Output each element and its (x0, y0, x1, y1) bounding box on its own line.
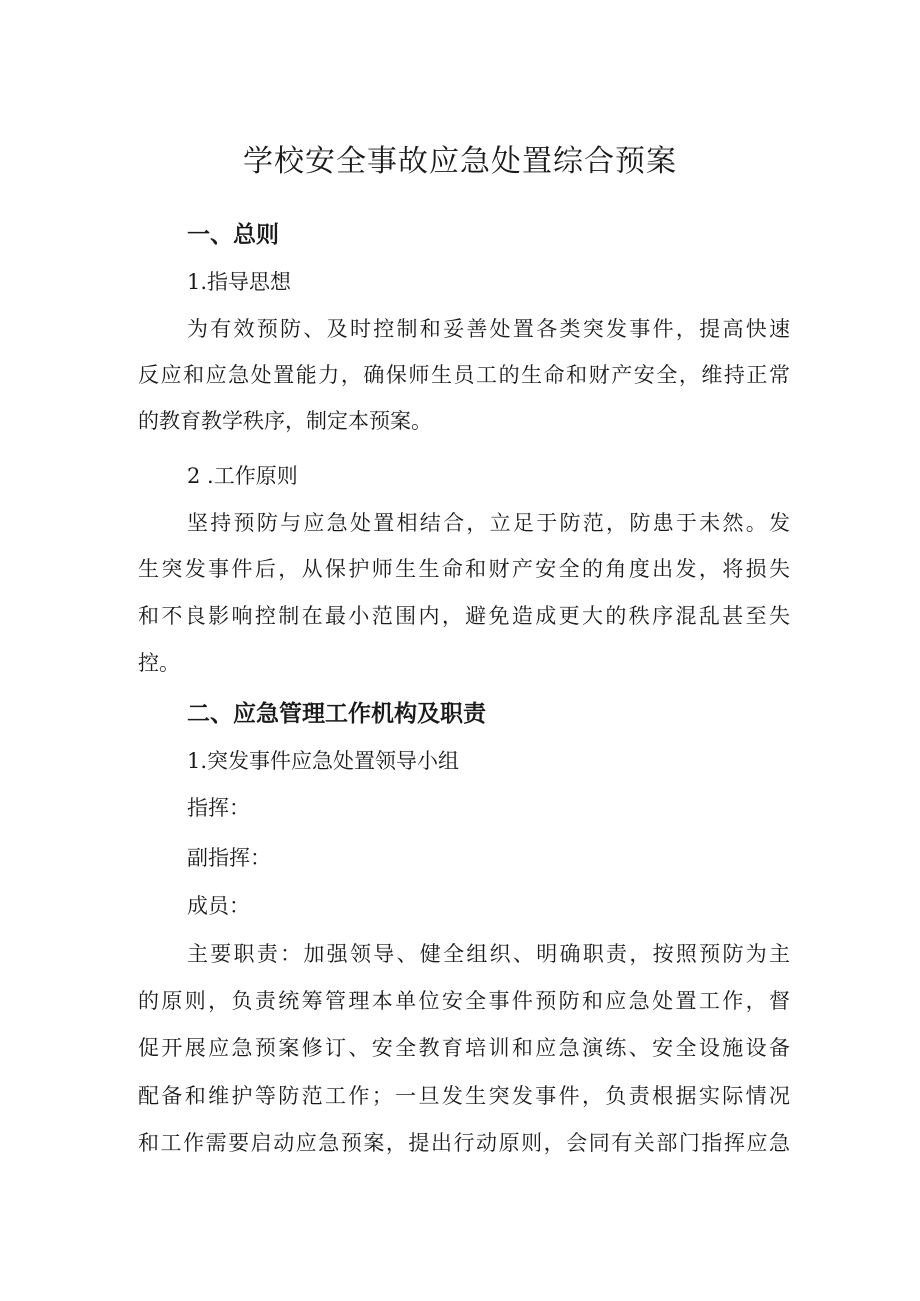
paragraph-line: 配备和维护等防范工作；一旦发生突发事件，负责根据实际情况 (138, 1084, 790, 1108)
role-members: 成员： (187, 894, 250, 918)
section-heading-general: 一、总则 (187, 222, 279, 248)
document-title: 学校安全事故应急处置综合预案 (243, 144, 677, 179)
subsection-heading-guiding-ideology: 1.指导思想 (187, 270, 292, 294)
paragraph-line: 为有效预防、及时控制和妥善处置各类突发事件，提高快速 (187, 317, 790, 341)
paragraph-line: 反应和应急处置能力，确保师生员工的生命和财产安全，维持正常 (138, 363, 790, 387)
paragraph-line: 坚持预防与应急处置相结合，立足于防范，防患于未然。发 (187, 511, 790, 535)
paragraph-line: 生突发事件后，从保护师生生命和财产安全的角度出发，将损失 (138, 557, 790, 581)
role-deputy-commander: 副指挥： (187, 846, 271, 870)
paragraph-line: 和不良影响控制在最小范围内，避免造成更大的秩序混乱甚至失 (138, 604, 790, 628)
paragraph-line: 主要职责：加强领导、健全组织、明确职责，按照预防为主 (187, 942, 790, 966)
paragraph-line: 和工作需要启动应急预案，提出行动原则，会同有关部门指挥应急 (138, 1131, 790, 1155)
subsection-heading-leading-group: 1.突发事件应急处置领导小组 (187, 749, 460, 773)
paragraph-line: 促开展应急预案修订、安全教育培训和应急演练、安全设施设备 (138, 1036, 790, 1060)
paragraph-line: 的教育教学秩序，制定本预案。 (138, 409, 432, 433)
subsection-heading-working-principles: 2 .工作原则 (187, 464, 298, 488)
role-commander: 指挥： (187, 796, 250, 820)
paragraph-line: 的原则，负责统筹管理本单位安全事件预防和应急处置工作，督 (138, 989, 790, 1013)
paragraph-line: 控。 (138, 651, 180, 675)
section-heading-organization: 二、应急管理工作机构及职责 (187, 701, 486, 727)
